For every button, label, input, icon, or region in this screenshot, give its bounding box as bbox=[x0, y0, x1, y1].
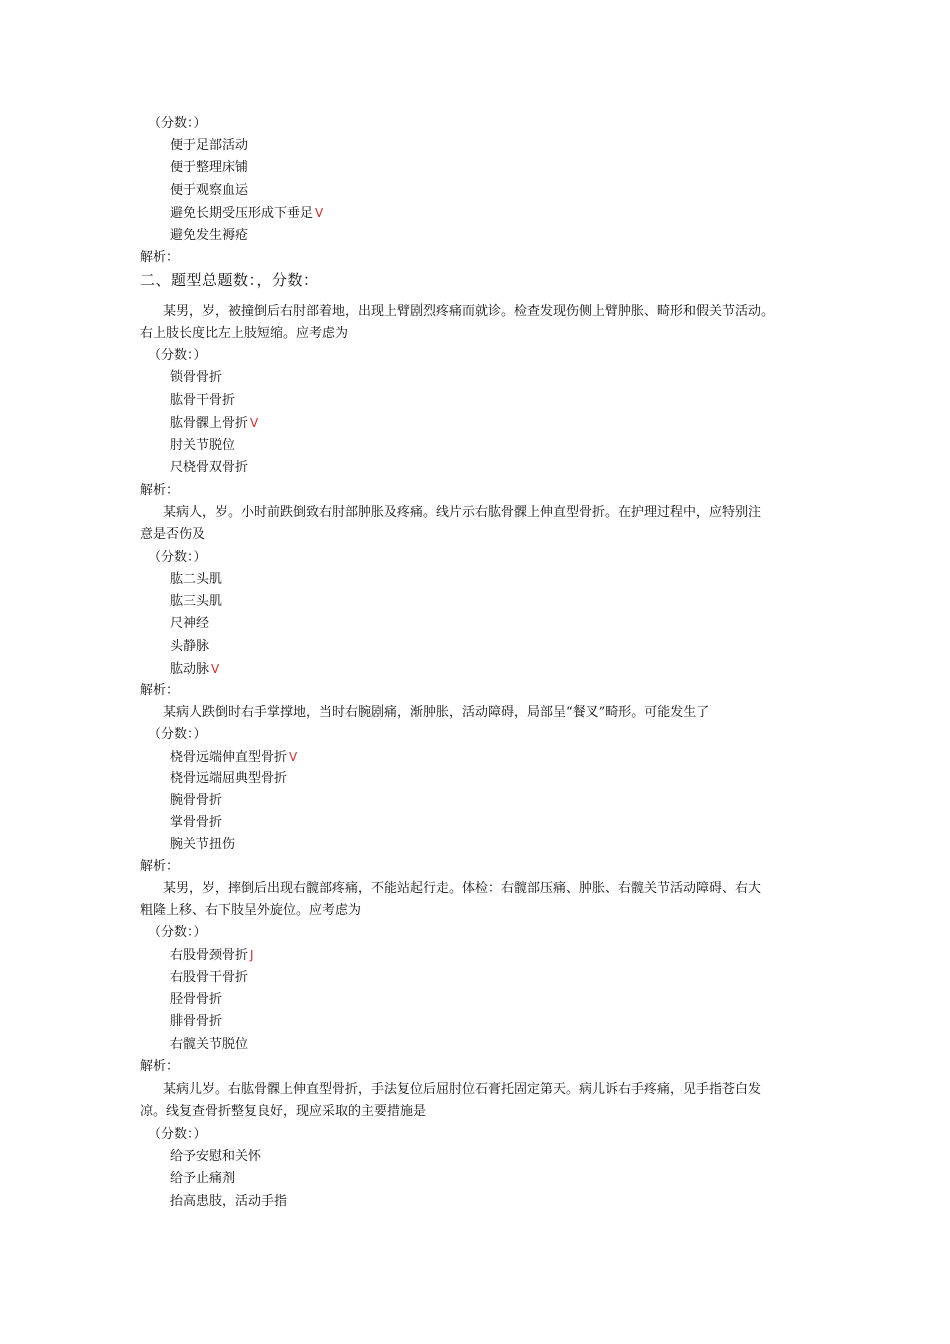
option-d[interactable] bbox=[170, 815, 222, 831]
option-text: 右股骨干骨折 bbox=[170, 970, 249, 985]
analysis-label: 解析： bbox=[140, 859, 180, 874]
option-c[interactable] bbox=[170, 183, 248, 199]
option-text: 胫骨骨折 bbox=[170, 992, 223, 1007]
question-stem-continued: 右上肢长度比左上肢短缩。应考虑为 bbox=[140, 326, 349, 341]
option-text: 给予止痛剂 bbox=[170, 1171, 236, 1186]
option-text: 掌骨骨折 bbox=[170, 815, 223, 830]
correct-answer-mark: V bbox=[250, 416, 259, 430]
option-e[interactable] bbox=[170, 837, 235, 853]
question-stem-continued: 凉。线复查骨折整复良好，现应采取的主要措施是 bbox=[140, 1104, 427, 1119]
option-text: 右股骨颈骨折 bbox=[170, 948, 249, 963]
question-score: （分数：） bbox=[148, 727, 207, 742]
option-text: 给予安慰和关怀 bbox=[170, 1149, 262, 1164]
question-score: （分数：） bbox=[148, 116, 207, 131]
option-d[interactable] bbox=[170, 438, 235, 454]
option-e[interactable] bbox=[170, 1037, 248, 1053]
option-text: 避免长期受压形成下垂足 bbox=[170, 206, 314, 221]
option-b[interactable] bbox=[170, 160, 248, 176]
question-stem: 某男，岁，被撞倒后右肘部着地，出现上臂剧烈疼痛而就诊。检查发现伤侧上臂肿胀、畸形和假关节活动。 bbox=[163, 304, 775, 319]
option-d[interactable] bbox=[170, 1014, 222, 1030]
option-text: 腓骨骨折 bbox=[170, 1014, 223, 1029]
option-text: 肱动脉 bbox=[170, 662, 210, 677]
option-e[interactable] bbox=[170, 661, 219, 678]
question-stem: 某病人，岁。小时前跌倒致右肘部肿胀及疼痛。线片示右肱骨髁上伸直型骨折。在护理过程中，应特别注 bbox=[163, 505, 762, 520]
correct-answer-mark: V bbox=[315, 206, 324, 220]
analysis-label: 解析： bbox=[140, 250, 180, 265]
correct-answer-mark: J bbox=[250, 948, 254, 962]
option-c[interactable] bbox=[170, 415, 258, 432]
option-text: 锁骨骨折 bbox=[170, 370, 223, 385]
option-text: 腕关节扭伤 bbox=[170, 837, 236, 852]
option-c[interactable] bbox=[170, 1194, 287, 1210]
option-text: 便于整理床铺 bbox=[170, 160, 249, 175]
option-text: 避免发生褥疮 bbox=[170, 228, 249, 243]
option-text: 尺桡骨双骨折 bbox=[170, 460, 249, 475]
option-a[interactable] bbox=[170, 947, 254, 964]
correct-answer-mark: V bbox=[289, 750, 298, 764]
option-text: 头静脉 bbox=[170, 639, 210, 654]
question-stem-continued: 意是否伤及 bbox=[140, 527, 206, 542]
section-title: 二、题型总题数：，分数： bbox=[140, 271, 319, 289]
option-text: 腕骨骨折 bbox=[170, 793, 223, 808]
option-text: 肘关节脱位 bbox=[170, 438, 236, 453]
analysis-label: 解析： bbox=[140, 683, 180, 698]
option-text: 便于足部活动 bbox=[170, 138, 249, 153]
option-a[interactable] bbox=[170, 370, 222, 386]
option-b[interactable] bbox=[170, 393, 235, 409]
analysis-label: 解析： bbox=[140, 1059, 180, 1074]
option-b[interactable] bbox=[170, 970, 248, 986]
option-text: 肱三头肌 bbox=[170, 594, 223, 609]
option-c[interactable] bbox=[170, 992, 222, 1008]
option-text: 抬高患肢，活动手指 bbox=[170, 1194, 288, 1209]
option-a[interactable] bbox=[170, 138, 248, 154]
question-stem: 某男，岁，摔倒后出现右髋部疼痛，不能站起行走。体检：右髋部压痛、肿胀、右髋关节活动障碍、右大 bbox=[163, 881, 762, 896]
question-stem-continued: 粗隆上移、右下肢呈外旋位。应考虑为 bbox=[140, 903, 362, 918]
question-score: （分数：） bbox=[148, 1127, 207, 1142]
option-a[interactable] bbox=[170, 1149, 261, 1165]
option-text: 桡骨远端屈典型骨折 bbox=[170, 771, 288, 786]
option-e[interactable] bbox=[170, 228, 248, 244]
option-text: 右髋关节脱位 bbox=[170, 1037, 249, 1052]
option-text: 尺神经 bbox=[170, 616, 210, 631]
option-text: 桡骨远端伸直型骨折 bbox=[170, 750, 288, 765]
option-c[interactable] bbox=[170, 616, 209, 632]
question-stem: 某病儿岁。右肱骨髁上伸直型骨折，手法复位后屈肘位石膏托固定第天。病儿诉右手疼痛，见手指苍白发 bbox=[163, 1082, 762, 1097]
option-text: 肱骨干骨折 bbox=[170, 393, 236, 408]
question-score: （分数：） bbox=[148, 348, 207, 363]
option-e[interactable] bbox=[170, 460, 248, 476]
option-d[interactable] bbox=[170, 639, 209, 655]
question-score: （分数：） bbox=[148, 550, 207, 565]
analysis-label: 解析： bbox=[140, 483, 180, 498]
option-text: 便于观察血运 bbox=[170, 183, 249, 198]
option-b[interactable] bbox=[170, 594, 222, 610]
question-stem: 某病人跌倒时右手掌撑地，当时右腕剧痛，渐肿胀，活动障碍，局部呈“餐叉”畸形。可能发生了 bbox=[163, 705, 710, 720]
question-score: （分数：） bbox=[148, 925, 207, 940]
correct-answer-mark: V bbox=[211, 662, 220, 676]
option-c[interactable] bbox=[170, 793, 222, 809]
option-b[interactable] bbox=[170, 1171, 235, 1187]
option-b[interactable] bbox=[170, 771, 287, 787]
option-d[interactable] bbox=[170, 205, 323, 222]
option-a[interactable] bbox=[170, 749, 297, 766]
option-text: 肱骨髁上骨折 bbox=[170, 416, 249, 431]
option-text: 肱二头肌 bbox=[170, 572, 223, 587]
option-a[interactable] bbox=[170, 572, 222, 588]
